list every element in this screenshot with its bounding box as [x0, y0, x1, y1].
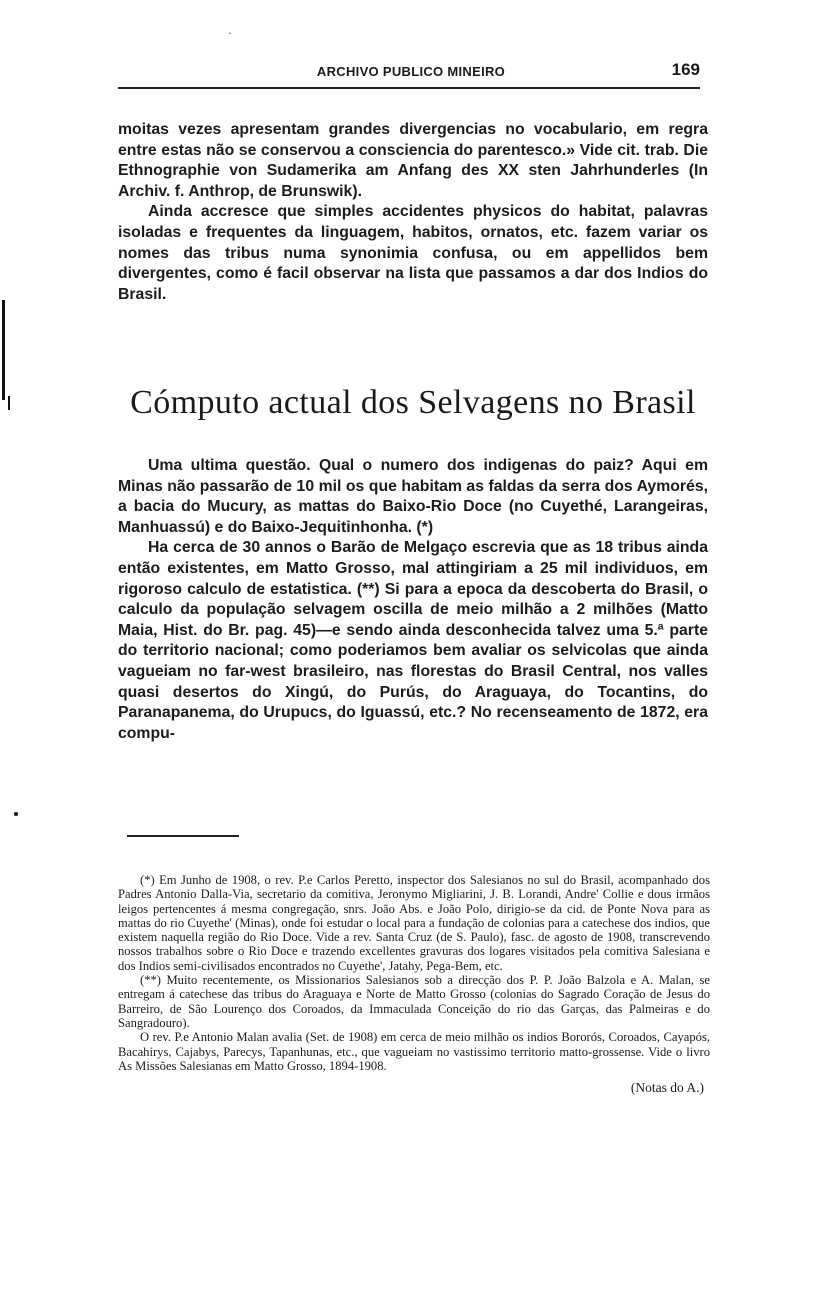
- body-paragraph-1: Uma ultima questão. Qual o numero dos indigenas do paiz? Aqui em Minas não passarão de 10 mil os que habitam as faldas da serra dos Aymorés, a bacia do Mucury, as mattas do Baixo-Rio Doce (no Cuyethé, Larangeiras, Manhuassú) e do Baixo-Jequitinhonha. (*): [118, 457, 708, 536]
- intro-paragraph-1: moitas vezes apresentam grandes divergencias no vocabulario, em regra entre estas não se conservou a consciencia do parentesco.» Vide cit. trab. Die Ethnographie von Sudamerika am Anfang des XX sten Jahrhunderles (In Archiv. f. Anthrop, de Brunswik).: [118, 121, 708, 200]
- header-rule: [118, 87, 700, 89]
- page-header: [118, 60, 704, 84]
- footnote-separator: [127, 835, 239, 837]
- footnote-signature: (Notas do A.): [630, 1080, 704, 1096]
- body-paragraph-2: Ha cerca de 30 annos o Barão de Melgaço escrevia que as 18 tribus ainda então existentes, em Matto Grosso, mal attingiriam a 25 mil individuos, em rigoroso calculo de estatistica. (**) Si para a epoca da descoberta do Brasil, o calculo da população selvagem oscilla de meio milhão a 2 milhões (Matto Maia, Hist. do Br. pag. 45)—e sendo ainda desconhecida talvez uma 5.ª parte do territorio nacional; como poderiamos bem avaliar os selvicolas que ainda vagueiam no far-west brasileiro, nas florestas do Brasil Central, nos valles quasi desertos do Xingú, do Purús, do Araguaya, do Tocantins, do Paranapanema, do Urupucs, do Iguassú, etc.? No recenseamento de 1872, era compu-: [118, 539, 708, 742]
- intro-text: [118, 120, 708, 305]
- margin-bar-left: [2, 300, 5, 400]
- intro-paragraph-2: Ainda accresce que simples accidentes physicos do habitat, palavras isoladas e frequentes da linguagem, habitos, ornatos, etc. fazem variar os nomes das tribus numa synonimia confusa, ou em appellidos bem divergentes, como é facil observar na lista que passamos a dar dos Indios do Brasil.: [118, 203, 708, 303]
- body-text: [118, 456, 708, 744]
- page-number: 169: [671, 60, 700, 79]
- print-speck: ·: [228, 26, 232, 40]
- footnote-3: O rev. P.e Antonio Malan avalia (Set. de 1908) em cerca de meio milhão os indios Bororós, Coroados, Cayapós, Bacahirys, Cajabys, Parecys, Tapanhunas, etc., que vagueiam no vastissimo territorio matto-grossense. Vide o livro As Missões Salesianas em Matto Grosso, 1894-1908.: [118, 1030, 710, 1073]
- footnotes: [118, 873, 710, 1095]
- margin-tick-left: [8, 396, 10, 410]
- margin-dot-left: [14, 812, 18, 816]
- section-heading: Cómputo actual dos Selvagens no Brasil: [130, 384, 696, 421]
- footnote-2: (**) Muito recentemente, os Missionarios Salesianos sob a direcção dos P. P. João Balzola e A. Malan, se entregam á catechese das tribus do Araguaya e Norte de Matto Grosso (colonias do Sagrado Coração de Jesus do Barreiro, de São Lourenço dos Coroados, da Immaculada Conceição do rio das Garças, das Palmeiras e do Sangradouro).: [118, 973, 710, 1030]
- footnote-1: (*) Em Junho de 1908, o rev. P.e Carlos Peretto, inspector dos Salesianos no sul do Brasil, acompanhado dos Padres Antonio Dalla-Via, secretario da comitiva, Jeronymo Migliarini, J. B. Lorandi, Andre' Collie e dous irmãos leigos pertencentes á mesma congregação, snrs. João Abs. e João Polo, dirigio-se da cid. de Ponte Nova para as mattas do rio Cuyethe' (Minas), onde foi estudar o local para a fundação de colonias para a catechese dos indios, que existem naquella região do Rio Doce. Vide a rev. Santa Cruz (de S. Paulo), fasc. de agosto de 1908, transcrevendo nossos trabalhos sobre o Rio Doce e trazendo excellentes gravuras dos logares visitados pela comitiva Salesiana e dos Indios semi-civilisados encontrados no Cuyethe', Jatahy, Pega-Bem, etc.: [118, 873, 710, 973]
- running-title: ARCHIVO PUBLICO MINEIRO: [316, 64, 506, 79]
